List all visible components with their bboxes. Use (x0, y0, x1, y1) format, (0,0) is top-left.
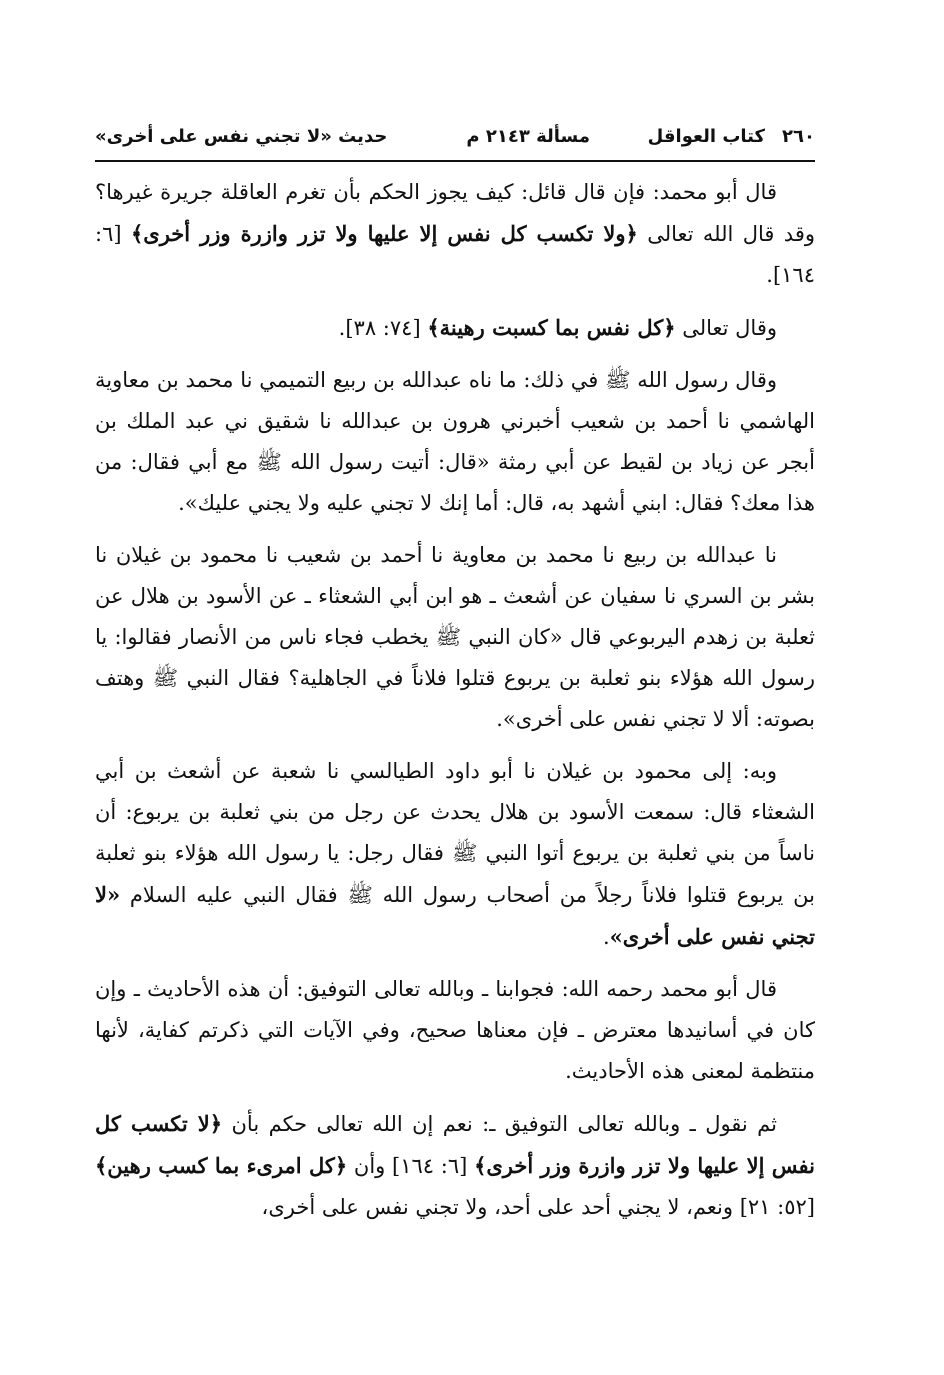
text-run: وقال تعالى (675, 316, 777, 340)
issue-number: مسألة ٢١٤٣ م (466, 126, 590, 147)
text-run: [٥٢: ٢١] ونعم، لا يجني أحد على أحد، ولا تجني نفس على أخرى، (261, 1195, 815, 1219)
paragraph (95, 360, 815, 524)
text-run: ثم نقول ـ وبالله تعالى التوفيق ـ: نعم إن الله تعالى حكم بأن (222, 1112, 777, 1136)
page-number: ٢٦٠ (782, 126, 815, 147)
paragraph (95, 969, 815, 1092)
quran-quote: ﴿ولا تكسب كل نفس إلا عليها ولا تزر وازرة وزر أخرى﴾ (130, 221, 638, 246)
text-run: [٦: ١٦٤] وأن (347, 1154, 475, 1178)
quran-quote: ﴿لا تكسب كل نفس إلا عليها ولا تزر وازرة وزر أخرى﴾ (95, 1111, 815, 1178)
book-title: كتاب العواقل (647, 126, 765, 147)
text-run: وقال رسول الله ﷺ في ذلك: ما ناه عبدالله بن ربيع التميمي نا محمد بن معاوية الهاشمي نا أحمد بن شعيب أخبرني هرون بن عبدالله نا شقيق ني عبد الملك بن أبجر عن زياد بن لقيط عن أبي رمثة «قال: أتيت رسول الله ﷺ مع أبي فقال: من هذا معك؟ فقال: ابني أشهد به، قال: أما إنك لا تجني عليه ولا يجني عليك». (95, 368, 815, 515)
paragraph (95, 172, 815, 296)
text-run: وبه: إلى محمود بن غيلان نا أبو داود الطيالسي نا شعبة عن أشعث بن أبي الشعثاء قال: سمعت الأسود بن هلال يحدث عن رجل من بني ثعلبة بن يربوع: أن ناساً من بني ثعلبة بن يربوع أتوا النبي ﷺ فقال رجل: يا رسول الله هؤلاء بنو ثعلبة بن يربوع قتلوا فلاناً رجلاً من أصحاب رسول الله ﷺ فقال النبي عليه السلام (95, 759, 815, 907)
text-run: . (602, 925, 610, 949)
text-run: نا عبدالله بن ربيع نا محمد بن معاوية نا أحمد بن شعيب نا محمود بن غيلان نا بشر بن السري نا سفيان عن أشعث ـ هو ابن أبي الشعثاء ـ عن الأسود بن هلال عن ثعلبة بن زهدم اليربوعي قال «كان النبي ﷺ يخطب فجاء ناس من الأنصار فقالوا: يا رسول الله هؤلاء بنو ثعلبة بن يربوع قتلوا فلاناً في الجاهلية؟ فقال النبي ﷺ وهتف بصوته: ألا لا تجني نفس على أخرى». (95, 543, 815, 731)
paragraph (95, 1103, 815, 1228)
text-run: [٦: ١٦٤]. (95, 222, 815, 287)
section-title: حديث «لا تجني نفس على أخرى» (95, 126, 388, 147)
quran-quote: ﴿كل امرىء بما كسب رهين﴾ (95, 1153, 348, 1178)
quran-quote: ﴿كل نفس بما كسبت رهينة﴾ (427, 315, 676, 340)
paragraph (95, 535, 815, 740)
text-run: [٧٤: ٣٨]. (338, 316, 428, 340)
running-header (95, 120, 815, 160)
book-page (95, 0, 815, 1375)
paragraph (95, 307, 815, 349)
text-run: قال أبو محمد: فإن قال قائل: كيف يجوز الحكم بأن تغرم العاقلة جريرة غيرها؟ وقد قال الله تعالى (95, 180, 815, 246)
paragraph (95, 751, 815, 958)
header-divider (95, 160, 815, 162)
body-text (95, 172, 815, 1239)
text-run: قال أبو محمد رحمه الله: فجوابنا ـ وبالله تعالى التوفيق: أن هذه الأحاديث ـ وإن كان في أسانيدها معترض ـ فإن معناها صحيح، وفي الآيات التي ذكرتم كفاية، لأنها منتظمة لمعنى هذه الأحاديث. (95, 977, 815, 1083)
hadith-quote: «لا تجني نفس على أخرى» (95, 882, 815, 949)
